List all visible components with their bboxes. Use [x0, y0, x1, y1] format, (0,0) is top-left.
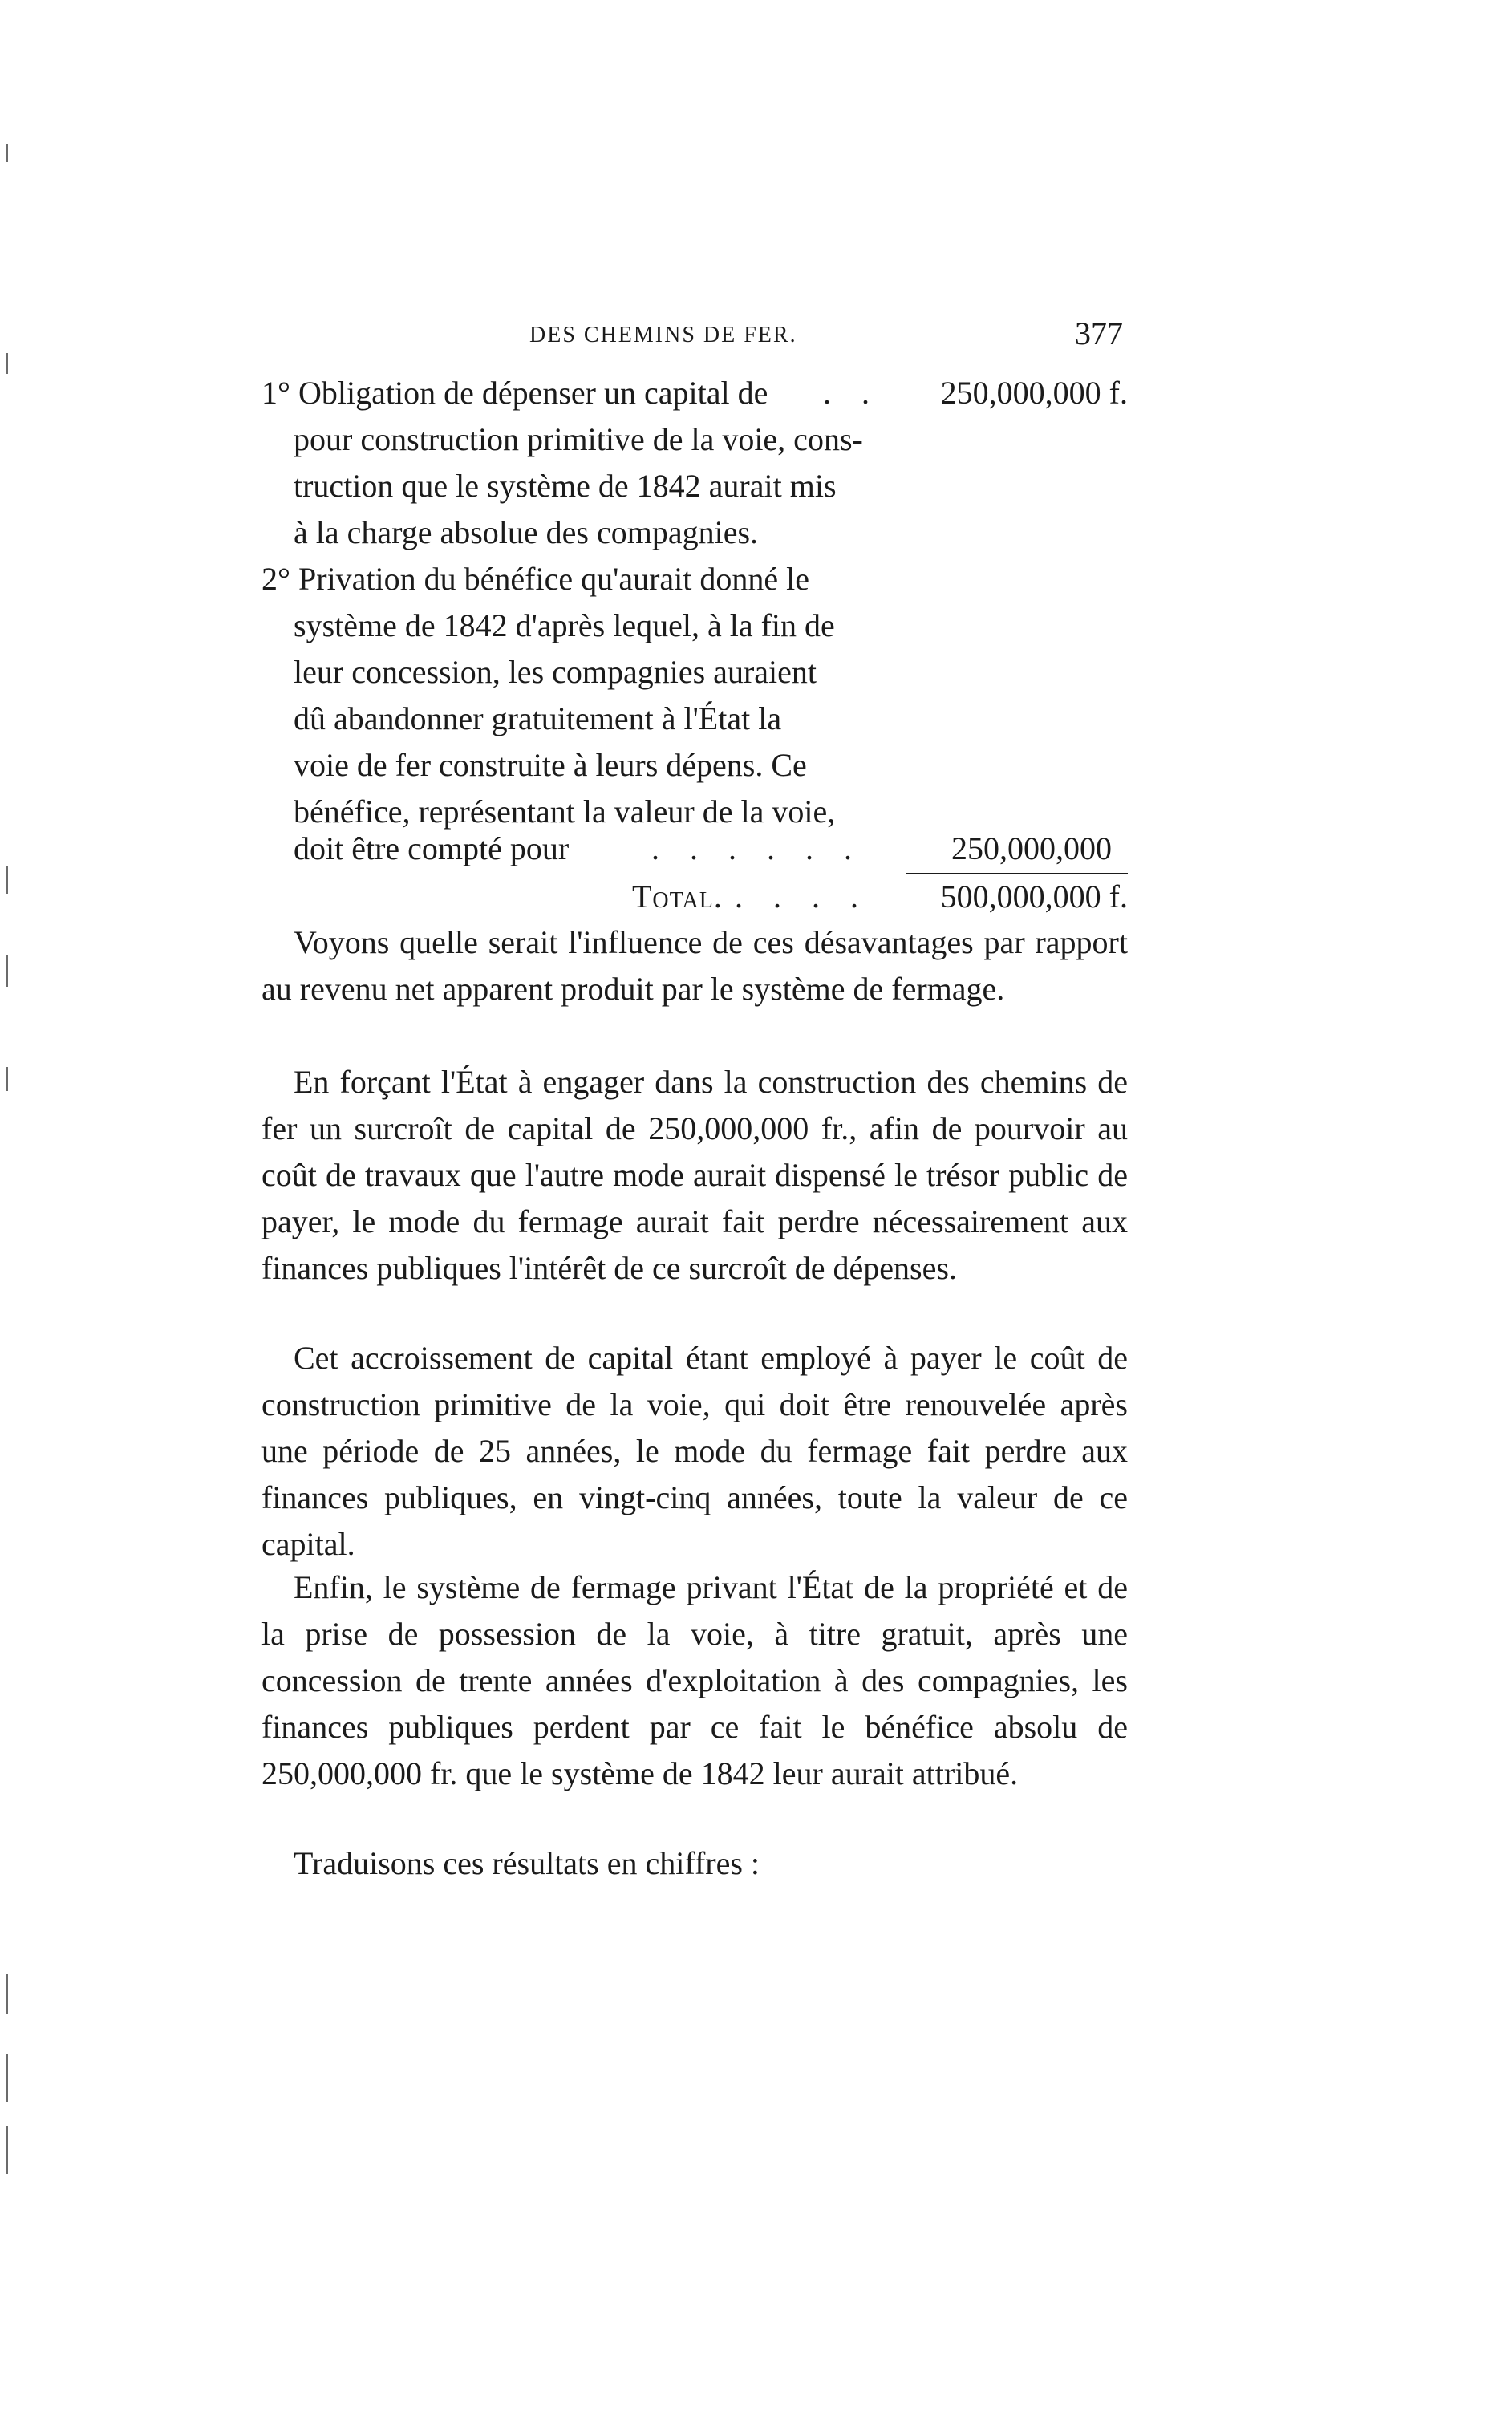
entry-first-line-4 — [261, 510, 1128, 555]
total-line — [261, 874, 1128, 919]
entry-text: dû abandonner gratuitement à l'État la — [294, 700, 782, 736]
entry-second-line-7 — [261, 826, 1128, 871]
paragraph-1: Voyons quelle serait l'influence de ces désavantages par rapport au revenu net apparent produit par le système de fermage. — [261, 924, 1128, 1007]
scan-edge-mark — [6, 1067, 8, 1091]
entry-text: 1° Obligation de dépenser un capital de — [261, 375, 768, 411]
entry-text: voie de fer construite à leurs dépens. Ce — [294, 747, 807, 783]
entry-text: bénéfice, représentant la valeur de la voie, — [294, 793, 836, 830]
entry-second-line-3 — [261, 650, 1128, 695]
paragraph-5: Traduisons ces résultats en chiffres : — [294, 1845, 760, 1881]
entry-dots: . . — [823, 375, 881, 411]
entry-text: truction que le système de 1842 aurait mis — [294, 468, 837, 504]
entry-text: à la charge absolue des compagnies. — [294, 514, 759, 550]
total-label: Total. — [632, 878, 723, 915]
entry-text: 2° Privation du bénéfice qu'aurait donné le — [261, 561, 809, 597]
entry-second-line-5 — [261, 743, 1128, 788]
entry-first-line-3 — [261, 464, 1128, 509]
scan-edge-mark — [6, 2054, 8, 2102]
entry-amount: 250,000,000 f. — [940, 375, 1128, 411]
entry-second-line-1 — [261, 557, 1128, 602]
total-dots: . . . . — [735, 878, 870, 915]
entry-text: pour construction primitive de la voie, cons- — [294, 421, 863, 457]
scan-edge-mark — [6, 955, 8, 987]
total-amount: 500,000,000 f. — [940, 878, 1128, 915]
paragraph-3: Cet accroissement de capital étant employé à payer le coût de construction primitive de la voie, qui doit être renouvelée après une période de 25 années, le mode du fermage fait perdre aux finances publiques, en vingt-cinq années, toute la valeur de ce capital. — [261, 1340, 1128, 1562]
entry-text: leur concession, les compagnies auraient — [294, 654, 817, 690]
entry-text: système de 1842 d'après lequel, à la fin de — [294, 607, 835, 643]
page-header — [261, 314, 1128, 363]
entry-second-line-2 — [261, 603, 1128, 648]
scan-edge-mark — [6, 353, 8, 374]
entry-text: doit être compté pour — [294, 830, 570, 866]
entry-first-line-1 — [261, 371, 1128, 416]
scan-edge-mark — [6, 2126, 8, 2174]
entry-amount: 250,000,000 — [951, 830, 1112, 866]
scan-edge-mark — [6, 144, 8, 162]
page-number: 377 — [1075, 315, 1123, 351]
scan-edge-mark — [6, 1974, 8, 2014]
paragraph-4: Enfin, le système de fermage privant l'État de la propriété et de la prise de possession de la voie, à titre gratuit, après une concession de trente années d'exploitation à des compagnies, les finances publiques perdent par ce fait le bénéfice absolu de 250,000,000 fr. que le système de 1842 leur aurait attribué. — [261, 1569, 1128, 1791]
entry-first-line-2 — [261, 417, 1128, 462]
entry-second-line-4 — [261, 696, 1128, 741]
entry-dots: . . . . . . — [651, 830, 863, 866]
running-title: DES CHEMINS DE FER. — [529, 323, 797, 347]
paragraph-2: En forçant l'État à engager dans la construction des chemins de fer un surcroît de capital de 250,000,000 fr., afin de pourvoir au coût de travaux que l'autre mode aurait dispensé le trésor public de payer, le mode du fermage aurait fait perdre nécessairement aux finances publiques l'intérêt de ce surcroît de dépenses. — [261, 1064, 1128, 1286]
scan-edge-mark — [6, 866, 8, 894]
